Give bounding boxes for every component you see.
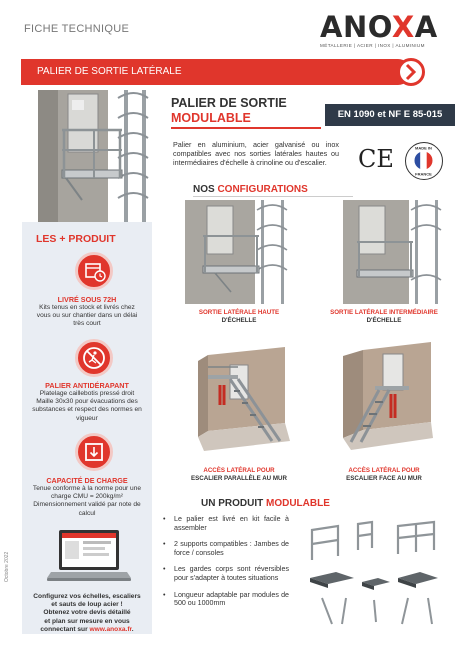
- ce-mark: CE: [358, 145, 394, 173]
- no-slip-icon: [75, 339, 113, 377]
- config-render-stair-facing: [335, 338, 435, 454]
- config-photo-high: [185, 200, 290, 304]
- france-flag-icon: [406, 143, 441, 178]
- product-subtitle: MODULABLE: [171, 111, 251, 125]
- feature-text-delivery: Kits tenus en stock et livrés chez vous ou sur chantier dans un délai très court: [36, 304, 138, 328]
- brand-logo: [320, 12, 436, 48]
- feature-title-capacity: CAPACITÉ DE CHARGE: [46, 476, 128, 485]
- config-caption-4: ACCÈS LATÉRAL POUR ESCALIER FACE AU MUR: [346, 467, 422, 482]
- made-in-france-seal: [405, 142, 443, 180]
- chevron-right-icon: [404, 63, 418, 81]
- config-render-stair-parallel: [190, 345, 295, 453]
- banner-title: PALIER DE SORTIE LATÉRALE: [37, 66, 182, 77]
- product-title: PALIER DE SORTIE: [171, 96, 287, 110]
- calendar-clock-icon: [75, 252, 113, 290]
- weight-arrow-icon: [75, 433, 113, 471]
- list-item: • Les gardes corps sont réversibles pour s'adapter à toutes situations: [163, 565, 289, 582]
- feature-text-antislip: Platelage caillebotis pressé droit Maille 30x30 pour évacuations des substances et respect des normes en vigueur: [32, 390, 142, 422]
- divider: [193, 196, 353, 197]
- logo-tagline: MÉTALLERIE | ACIER | INOX | ALUMINIUM: [320, 43, 425, 48]
- feature-title-delivery: LIVRÉ SOUS 72H: [57, 295, 117, 304]
- seal-bottom-text: FRANCE: [415, 171, 432, 177]
- product-description: Palier en aluminium, acier galvanisé ou inox compatibles avec nos sorties latérales hautes ou intermédiaires d'échelle à crinoline ou d'escalier.: [173, 140, 339, 167]
- features-list: [163, 515, 289, 616]
- list-item: • Le palier est livré en kit facile à assembler: [163, 515, 289, 532]
- title-underline: [171, 127, 321, 129]
- doc-type-label: FICHE TECHNIQUE: [24, 23, 130, 35]
- list-item: • Longueur adaptable par modules de 500 ou 1000mm: [163, 591, 289, 608]
- feature-title-antislip: PALIER ANTIDÉRAPANT: [45, 381, 129, 390]
- norm-badge: EN 1090 et NF E 85-015: [325, 104, 455, 126]
- edition-date: Octobre 2022: [4, 551, 10, 582]
- config-photo-intermediate: [343, 200, 443, 304]
- logo-wordmark: ANOXA: [320, 10, 438, 44]
- hero-platform-photo: [38, 90, 150, 225]
- website-link[interactable]: www.anoxa.fr: [89, 625, 132, 633]
- list-item: • 2 supports compatibles : Jambes de force / consoles: [163, 540, 289, 557]
- configurations-title: NOS CONFIGURATIONS: [193, 184, 308, 195]
- config-caption-1: SORTIE LATÉRALE HAUTE D'ÉCHELLE: [198, 309, 280, 324]
- modulable-title: UN PRODUIT MODULABLE: [201, 498, 330, 509]
- benefits-title: LES + PRODUIT: [36, 233, 116, 245]
- laptop-configurator-image: [47, 528, 131, 584]
- config-caption-3: ACCÈS LATÉRAL POUR ESCALIER PARALLÈLE AU MUR: [191, 467, 287, 482]
- exploded-kit-render: [302, 520, 442, 632]
- seal-top-text: MADE IN: [415, 145, 432, 151]
- configurator-cta: Configurez vos échelles, escaliers et sauts de loup acier ! Obtenez votre devis détaillé et plan sur mesure en vous connectant sur www.anoxa.fr.: [33, 593, 141, 633]
- config-caption-2: SORTIE LATÉRALE INTERMÉDIAIRE D'ÉCHELLE: [330, 309, 438, 324]
- feature-text-capacity: Tenue conforme à la norme pour une charge CMU = 200kg/m² Dimensionnement validé par note de calcul: [32, 485, 142, 517]
